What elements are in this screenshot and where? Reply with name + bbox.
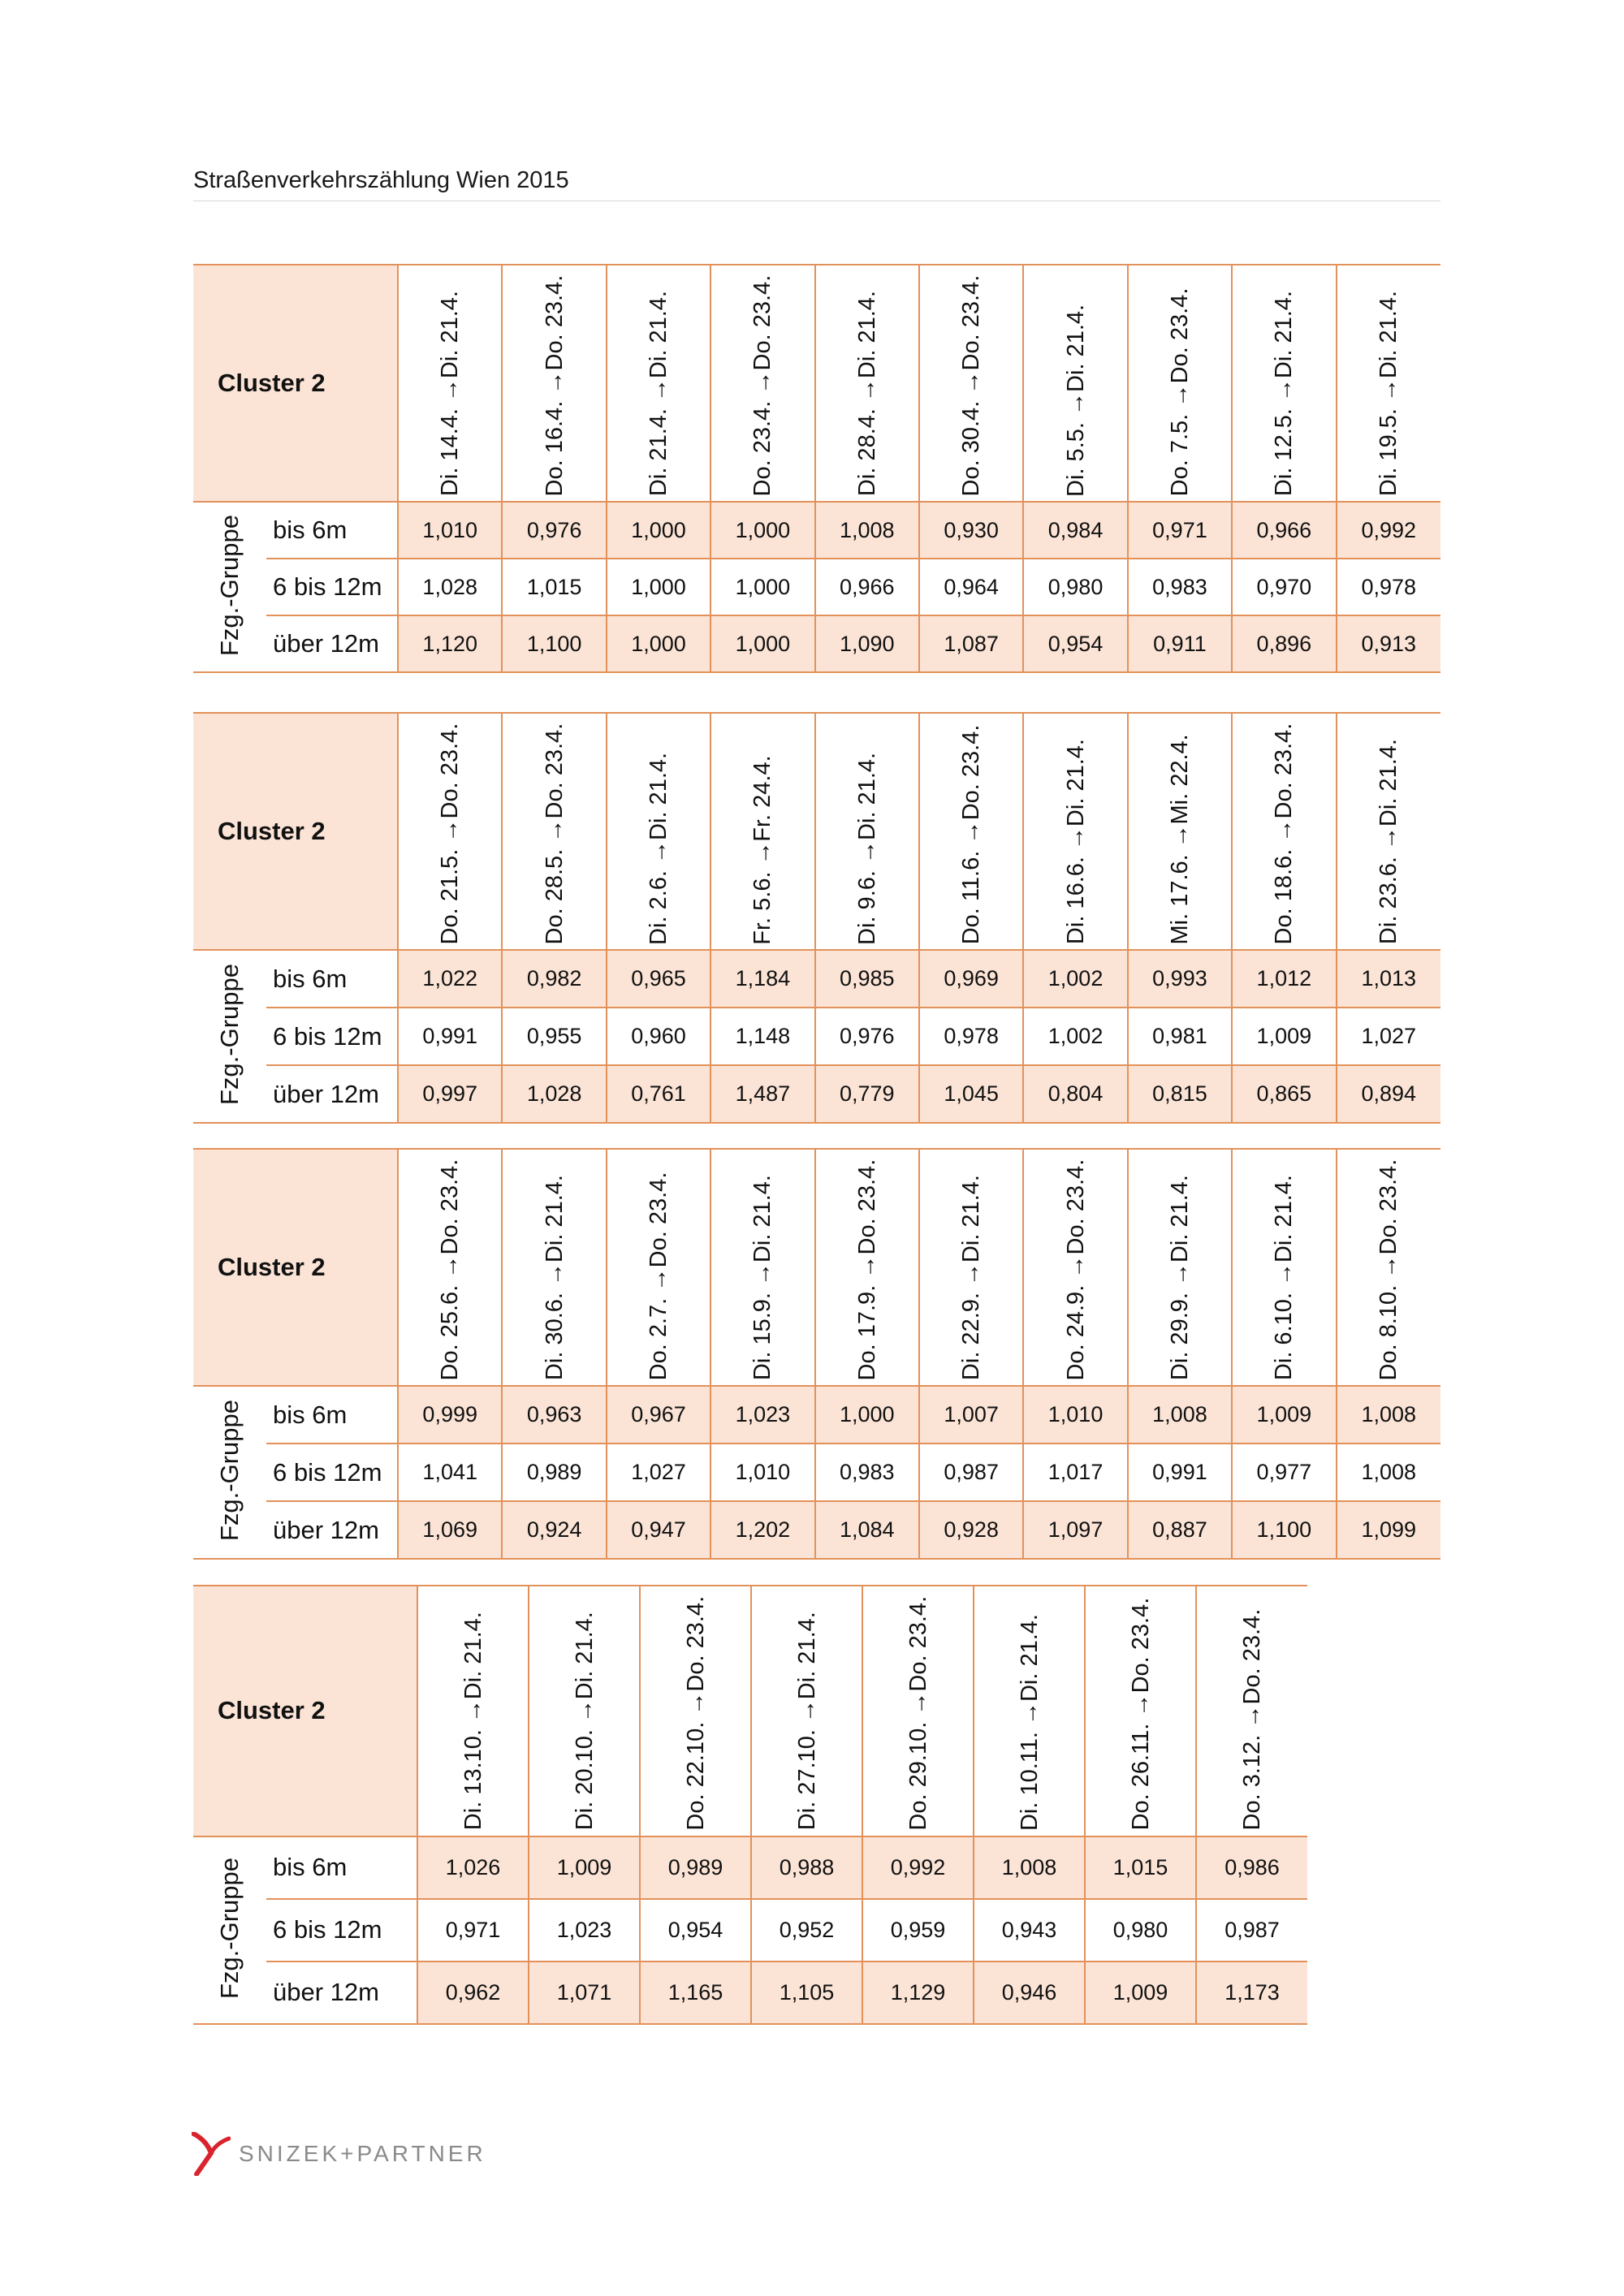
row-label: bis 6m — [266, 1836, 417, 1899]
value-cell: 1,015 — [502, 559, 606, 615]
value-cell: 0,986 — [1196, 1836, 1307, 1899]
company-logo — [192, 2132, 486, 2176]
date-from: Do. 17.9. → — [853, 1254, 880, 1381]
value-cell: 0,815 — [1128, 1065, 1232, 1123]
value-cell: 0,976 — [815, 1008, 919, 1065]
value-cell: 1,000 — [607, 559, 710, 615]
vehicle-group-label-cell — [193, 1836, 266, 2024]
date-reference: Do. 23.4. — [1166, 288, 1193, 384]
value-cell: 1,045 — [919, 1065, 1023, 1123]
date-reference: Do. 23.4. — [541, 275, 568, 371]
date-column-header — [398, 265, 502, 502]
value-cell: 1,010 — [398, 502, 502, 559]
date-column-header — [1128, 265, 1232, 502]
cluster-table — [193, 1148, 1440, 1560]
cluster-label: Cluster 2 — [193, 1586, 417, 1836]
date-from: Di. 15.9. → — [749, 1262, 776, 1381]
date-column-header — [751, 1586, 862, 1836]
value-cell: 1,071 — [529, 1962, 640, 2024]
value-cell: 1,100 — [1232, 1501, 1336, 1559]
date-reference: Do. 23.4. — [1239, 1609, 1266, 1705]
value-cell: 0,971 — [417, 1899, 529, 1962]
date-reference: Fr. 24.4. — [749, 754, 776, 842]
date-reference: Di. 21.4. — [853, 291, 880, 379]
snizek-partner-logo-icon — [192, 2132, 231, 2176]
row-label: über 12m — [266, 1962, 417, 2024]
date-column-header — [815, 1149, 919, 1386]
date-from: Di. 10.11. → — [1016, 1701, 1043, 1831]
date-column-header — [710, 713, 814, 950]
vehicle-group-label-cell — [193, 1386, 266, 1559]
vehicle-group-label: Fzg.-Gruppe — [215, 964, 244, 1106]
value-cell: 1,090 — [815, 615, 919, 672]
date-reference: Di. 21.4. — [645, 291, 672, 379]
value-cell: 1,000 — [815, 1386, 919, 1444]
row-label: über 12m — [266, 615, 398, 672]
table-header-row — [193, 265, 1440, 502]
value-cell: 0,999 — [398, 1386, 502, 1444]
date-from: Di. 19.5. → — [1376, 378, 1402, 497]
table-row — [193, 1065, 1440, 1123]
value-cell: 0,989 — [502, 1444, 606, 1501]
table-header-row — [193, 1586, 1307, 1836]
row-label: bis 6m — [266, 950, 398, 1008]
date-column-header — [640, 1586, 751, 1836]
date-reference: Do. 23.4. — [958, 275, 985, 371]
value-cell: 0,982 — [502, 950, 606, 1008]
value-cell: 0,896 — [1232, 615, 1336, 672]
date-reference: Do. 23.4. — [1376, 1159, 1402, 1255]
value-cell: 1,008 — [1337, 1386, 1440, 1444]
date-column-header — [1232, 265, 1336, 502]
value-cell: 0,971 — [1128, 502, 1232, 559]
value-cell: 0,980 — [1085, 1899, 1196, 1962]
date-reference: Do. 23.4. — [682, 1596, 709, 1692]
date-column-header — [1337, 713, 1440, 950]
date-column-header — [815, 713, 919, 950]
cluster-table — [193, 264, 1440, 673]
date-reference: Di. 21.4. — [1016, 1613, 1043, 1702]
date-reference: Di. 21.4. — [1166, 1175, 1193, 1263]
date-reference: Do. 23.4. — [1271, 723, 1298, 819]
value-cell: 1,027 — [1337, 1008, 1440, 1065]
date-column-header — [502, 1149, 606, 1386]
value-cell: 1,105 — [751, 1962, 862, 2024]
value-cell: 1,028 — [502, 1065, 606, 1123]
date-reference: Di. 21.4. — [958, 1175, 985, 1263]
value-cell: 1,009 — [1232, 1386, 1336, 1444]
date-from: Di. 2.6. → — [645, 839, 672, 945]
value-cell: 1,009 — [529, 1836, 640, 1899]
date-from: Do. 18.6. → — [1271, 818, 1298, 945]
value-cell: 0,992 — [862, 1836, 974, 1899]
date-reference: Di. 21.4. — [793, 1612, 820, 1700]
date-from: Do. 25.6. → — [437, 1254, 464, 1381]
value-cell: 1,015 — [1085, 1836, 1196, 1899]
value-cell: 1,023 — [710, 1386, 814, 1444]
value-cell: 0,983 — [815, 1444, 919, 1501]
date-column-header — [974, 1586, 1085, 1836]
value-cell: 0,964 — [919, 559, 1023, 615]
vehicle-group-label: Fzg.-Gruppe — [215, 514, 244, 656]
date-reference: Di. 21.4. — [460, 1612, 486, 1700]
value-cell: 0,947 — [607, 1501, 710, 1559]
date-column-header — [919, 713, 1023, 950]
date-column-header — [529, 1586, 640, 1836]
value-cell: 1,000 — [710, 615, 814, 672]
value-cell: 1,000 — [710, 559, 814, 615]
value-cell: 0,978 — [919, 1008, 1023, 1065]
table-row — [193, 1444, 1440, 1501]
row-label: 6 bis 12m — [266, 1899, 417, 1962]
row-label: bis 6m — [266, 1386, 398, 1444]
date-from: Do. 29.10. → — [905, 1691, 931, 1831]
date-from: Di. 23.6. → — [1376, 826, 1402, 945]
value-cell: 1,000 — [607, 615, 710, 672]
date-column-header — [398, 713, 502, 950]
date-reference: Mi. 22.4. — [1166, 733, 1193, 825]
date-reference: Di. 21.4. — [1062, 739, 1089, 827]
date-reference: Do. 23.4. — [437, 1159, 464, 1255]
value-cell: 1,017 — [1023, 1444, 1127, 1501]
value-cell: 1,009 — [1085, 1962, 1196, 2024]
date-column-header — [1023, 713, 1127, 950]
date-column-header — [607, 265, 710, 502]
date-from: Di. 27.10. → — [793, 1699, 820, 1831]
value-cell: 1,002 — [1023, 1008, 1127, 1065]
value-cell: 1,026 — [417, 1836, 529, 1899]
value-cell: 0,989 — [640, 1836, 751, 1899]
date-column-header — [398, 1149, 502, 1386]
value-cell: 0,970 — [1232, 559, 1336, 615]
table-row — [193, 1899, 1307, 1962]
vehicle-group-label-cell — [193, 502, 266, 672]
table-row — [193, 950, 1440, 1008]
date-reference: Di. 21.4. — [853, 752, 880, 840]
value-cell: 0,967 — [607, 1386, 710, 1444]
date-reference: Di. 21.4. — [541, 1175, 568, 1263]
date-reference: Do. 23.4. — [437, 723, 464, 819]
value-cell: 1,023 — [529, 1899, 640, 1962]
value-cell: 1,000 — [607, 502, 710, 559]
value-cell: 1,008 — [1337, 1444, 1440, 1501]
value-cell: 0,894 — [1337, 1065, 1440, 1123]
value-cell: 0,976 — [502, 502, 606, 559]
date-reference: Do. 23.4. — [645, 1172, 672, 1268]
date-from: Di. 22.9. → — [958, 1262, 985, 1381]
value-cell: 0,928 — [919, 1501, 1023, 1559]
date-column-header — [919, 1149, 1023, 1386]
date-from: Di. 21.4. → — [645, 378, 672, 497]
row-label: über 12m — [266, 1065, 398, 1123]
date-from: Di. 12.5. → — [1271, 378, 1298, 497]
value-cell: 1,010 — [1023, 1386, 1127, 1444]
value-cell: 0,960 — [607, 1008, 710, 1065]
value-cell: 1,129 — [862, 1962, 974, 2024]
value-cell: 1,487 — [710, 1065, 814, 1123]
date-from: Di. 9.6. → — [853, 839, 880, 945]
value-cell: 0,966 — [815, 559, 919, 615]
date-column-header — [1128, 713, 1232, 950]
date-reference: Di. 21.4. — [1376, 739, 1402, 827]
date-column-header — [1128, 1149, 1232, 1386]
date-from: Di. 5.5. → — [1062, 391, 1089, 497]
row-label: über 12m — [266, 1501, 398, 1559]
date-reference: Do. 23.4. — [853, 1159, 880, 1255]
cluster-label: Cluster 2 — [193, 265, 398, 502]
value-cell: 0,978 — [1337, 559, 1440, 615]
value-cell: 0,761 — [607, 1065, 710, 1123]
date-column-header — [862, 1586, 974, 1836]
value-cell: 1,027 — [607, 1444, 710, 1501]
value-cell: 0,952 — [751, 1899, 862, 1962]
date-from: Di. 30.6. → — [541, 1262, 568, 1381]
date-reference: Di. 21.4. — [437, 291, 464, 379]
table-header-row — [193, 713, 1440, 950]
value-cell: 1,097 — [1023, 1501, 1127, 1559]
value-cell: 0,887 — [1128, 1501, 1232, 1559]
date-column-header — [1023, 265, 1127, 502]
value-cell: 1,084 — [815, 1501, 919, 1559]
date-reference: Do. 23.4. — [749, 275, 776, 371]
value-cell: 1,013 — [1337, 950, 1440, 1008]
date-from: Di. 14.4. → — [437, 378, 464, 497]
date-reference: Di. 21.4. — [1062, 304, 1089, 392]
value-cell: 1,099 — [1337, 1501, 1440, 1559]
date-column-header — [710, 265, 814, 502]
row-label: bis 6m — [266, 502, 398, 559]
table-row — [193, 1836, 1307, 1899]
value-cell: 0,924 — [502, 1501, 606, 1559]
row-label: 6 bis 12m — [266, 1008, 398, 1065]
value-cell: 1,007 — [919, 1386, 1023, 1444]
date-column-header — [417, 1586, 529, 1836]
value-cell: 1,069 — [398, 1501, 502, 1559]
value-cell: 1,148 — [710, 1008, 814, 1065]
value-cell: 0,983 — [1128, 559, 1232, 615]
table-header-row — [193, 1149, 1440, 1386]
date-column-header — [502, 713, 606, 950]
value-cell: 0,985 — [815, 950, 919, 1008]
value-cell: 1,202 — [710, 1501, 814, 1559]
date-from: Di. 29.9. → — [1166, 1262, 1193, 1381]
vehicle-group-label-cell — [193, 950, 266, 1123]
page-header — [193, 167, 1440, 201]
date-reference: Do. 23.4. — [1127, 1598, 1154, 1694]
date-from: Do. 22.10. → — [682, 1691, 709, 1831]
value-cell: 0,993 — [1128, 950, 1232, 1008]
value-cell: 0,965 — [607, 950, 710, 1008]
date-column-header — [1232, 713, 1336, 950]
value-cell: 0,969 — [919, 950, 1023, 1008]
date-from: Fr. 5.6. → — [749, 841, 776, 945]
value-cell: 1,008 — [1128, 1386, 1232, 1444]
table-row — [193, 615, 1440, 672]
cluster-table — [193, 1585, 1307, 2025]
table-row — [193, 1962, 1307, 2024]
date-from: Di. 6.10. → — [1271, 1262, 1298, 1381]
value-cell: 1,041 — [398, 1444, 502, 1501]
value-cell: 0,963 — [502, 1386, 606, 1444]
date-reference: Di. 21.4. — [1271, 1175, 1298, 1263]
date-reference: Do. 23.4. — [958, 725, 985, 821]
table-row — [193, 559, 1440, 615]
value-cell: 0,911 — [1128, 615, 1232, 672]
date-column-header — [1337, 265, 1440, 502]
date-column-header — [1232, 1149, 1336, 1386]
value-cell: 1,008 — [974, 1836, 1085, 1899]
date-from: Do. 7.5. → — [1166, 383, 1193, 497]
value-cell: 0,980 — [1023, 559, 1127, 615]
date-from: Di. 16.6. → — [1062, 826, 1089, 945]
value-cell: 0,779 — [815, 1065, 919, 1123]
date-column-header — [607, 713, 710, 950]
date-from: Mi. 17.6. → — [1166, 824, 1193, 945]
value-cell: 0,977 — [1232, 1444, 1336, 1501]
cluster-label: Cluster 2 — [193, 1149, 398, 1386]
date-column-header — [1085, 1586, 1196, 1836]
page-title: Straßenverkehrszählung Wien 2015 — [193, 167, 569, 193]
value-cell: 1,087 — [919, 615, 1023, 672]
value-cell: 0,966 — [1232, 502, 1336, 559]
date-column-header — [1337, 1149, 1440, 1386]
value-cell: 1,173 — [1196, 1962, 1307, 2024]
date-from: Di. 20.10. → — [571, 1699, 598, 1831]
value-cell: 0,865 — [1232, 1065, 1336, 1123]
date-column-header — [919, 265, 1023, 502]
value-cell: 1,165 — [640, 1962, 751, 2024]
date-reference: Do. 23.4. — [1062, 1159, 1089, 1255]
value-cell: 1,100 — [502, 615, 606, 672]
value-cell: 1,022 — [398, 950, 502, 1008]
value-cell: 0,997 — [398, 1065, 502, 1123]
date-from: Do. 16.4. → — [541, 370, 568, 497]
date-from: Do. 26.11. → — [1127, 1693, 1154, 1831]
table-row — [193, 502, 1440, 559]
date-from: Di. 13.10. → — [460, 1699, 486, 1831]
value-cell: 0,984 — [1023, 502, 1127, 559]
date-from: Do. 23.4. → — [749, 370, 776, 497]
table-row — [193, 1386, 1440, 1444]
value-cell: 0,987 — [1196, 1899, 1307, 1962]
date-column-header — [502, 265, 606, 502]
value-cell: 1,010 — [710, 1444, 814, 1501]
date-from: Do. 11.6. → — [958, 820, 985, 945]
value-cell: 1,012 — [1232, 950, 1336, 1008]
value-cell: 0,991 — [398, 1008, 502, 1065]
date-reference: Di. 21.4. — [645, 752, 672, 840]
value-cell: 0,954 — [640, 1899, 751, 1962]
date-from: Do. 24.9. → — [1062, 1254, 1089, 1381]
date-reference: Do. 23.4. — [905, 1596, 931, 1692]
value-cell: 0,988 — [751, 1836, 862, 1899]
date-column-header — [1023, 1149, 1127, 1386]
value-cell: 1,002 — [1023, 950, 1127, 1008]
value-cell: 1,184 — [710, 950, 814, 1008]
date-from: Di. 28.4. → — [853, 378, 880, 497]
date-reference: Do. 23.4. — [541, 723, 568, 819]
date-from: Do. 3.12. → — [1239, 1704, 1266, 1831]
table-row — [193, 1008, 1440, 1065]
date-from: Do. 2.7. → — [645, 1267, 672, 1381]
value-cell: 0,955 — [502, 1008, 606, 1065]
value-cell: 0,991 — [1128, 1444, 1232, 1501]
logo-text: SNIZEK+PARTNER — [239, 2141, 486, 2166]
value-cell: 0,959 — [862, 1899, 974, 1962]
date-column-header — [710, 1149, 814, 1386]
value-cell: 0,962 — [417, 1962, 529, 2024]
date-reference: Di. 21.4. — [571, 1612, 598, 1700]
value-cell: 1,120 — [398, 615, 502, 672]
date-column-header — [1196, 1586, 1307, 1836]
date-from: Do. 21.5. → — [437, 818, 464, 945]
date-from: Do. 8.10. → — [1376, 1254, 1402, 1381]
table-row — [193, 1501, 1440, 1559]
date-from: Do. 28.5. → — [541, 818, 568, 945]
cluster-table — [193, 712, 1440, 1124]
vehicle-group-label: Fzg.-Gruppe — [215, 1400, 244, 1542]
date-reference: Di. 21.4. — [1271, 291, 1298, 379]
date-column-header — [607, 1149, 710, 1386]
value-cell: 1,009 — [1232, 1008, 1336, 1065]
value-cell: 0,943 — [974, 1899, 1085, 1962]
value-cell: 0,954 — [1023, 615, 1127, 672]
date-reference: Di. 21.4. — [1376, 291, 1402, 379]
value-cell: 0,946 — [974, 1962, 1085, 2024]
value-cell: 0,992 — [1337, 502, 1440, 559]
date-column-header — [815, 265, 919, 502]
date-from: Do. 30.4. → — [958, 370, 985, 497]
row-label: 6 bis 12m — [266, 1444, 398, 1501]
value-cell: 0,930 — [919, 502, 1023, 559]
cluster-label: Cluster 2 — [193, 713, 398, 950]
value-cell: 1,008 — [815, 502, 919, 559]
value-cell: 0,981 — [1128, 1008, 1232, 1065]
value-cell: 1,000 — [710, 502, 814, 559]
value-cell: 0,804 — [1023, 1065, 1127, 1123]
value-cell: 1,028 — [398, 559, 502, 615]
value-cell: 0,913 — [1337, 615, 1440, 672]
vehicle-group-label: Fzg.-Gruppe — [215, 1857, 244, 1999]
date-reference: Di. 21.4. — [749, 1175, 776, 1263]
row-label: 6 bis 12m — [266, 559, 398, 615]
value-cell: 0,987 — [919, 1444, 1023, 1501]
